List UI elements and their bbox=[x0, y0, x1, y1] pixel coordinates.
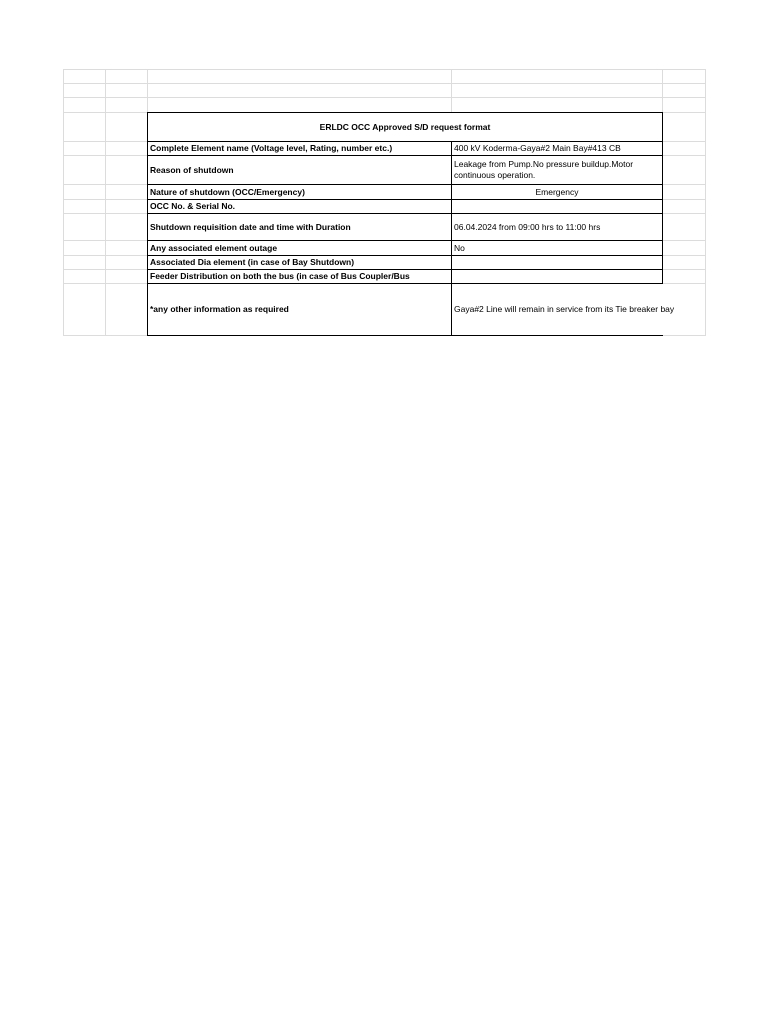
row-label: Shutdown requisition date and time with Duration bbox=[150, 221, 351, 232]
gridline bbox=[147, 69, 148, 112]
gridline bbox=[63, 184, 148, 185]
gridline bbox=[63, 97, 706, 98]
table-border bbox=[147, 335, 663, 336]
row-value: 400 kV Koderma-Gaya#2 Main Bay#413 CB bbox=[454, 143, 621, 153]
spreadsheet-region bbox=[63, 69, 706, 336]
gridline bbox=[63, 69, 64, 336]
row-value: Emergency bbox=[535, 186, 579, 197]
row-label: Reason of shutdown bbox=[150, 164, 234, 175]
gridline bbox=[663, 155, 706, 156]
row-value bbox=[452, 270, 662, 283]
gridline bbox=[63, 240, 148, 241]
row-label: *any other information as required bbox=[150, 304, 289, 314]
row-label: Complete Element name (Voltage level, Rating, number etc.) bbox=[150, 143, 393, 153]
table-border bbox=[662, 112, 663, 284]
gridline bbox=[663, 240, 706, 241]
gridline bbox=[662, 69, 663, 112]
row-value: 06.04.2024 from 09:00 hrs to 11:00 hrs bbox=[454, 221, 601, 232]
row-label: Feeder Distribution on both the bus (in case of Bus Coupler/Bus bbox=[150, 271, 410, 281]
gridline bbox=[663, 213, 706, 214]
row-label: OCC No. & Serial No. bbox=[150, 201, 236, 211]
gridline bbox=[63, 155, 148, 156]
gridline bbox=[63, 69, 706, 70]
row-label: Any associated element outage bbox=[150, 242, 278, 253]
row-label: Nature of shutdown (OCC/Emergency) bbox=[150, 186, 305, 197]
gridline bbox=[105, 69, 106, 336]
row-value: Gaya#2 Line will remain in service from its Tie breaker bay bbox=[454, 304, 675, 314]
gridline bbox=[63, 255, 148, 256]
gridline bbox=[663, 199, 706, 200]
gridline bbox=[663, 269, 706, 270]
gridline bbox=[63, 283, 148, 284]
gridline bbox=[663, 184, 706, 185]
gridline bbox=[63, 199, 148, 200]
form-title: ERLDC OCC Approved S/D request format bbox=[319, 122, 491, 132]
gridline bbox=[63, 83, 706, 84]
gridline bbox=[705, 69, 706, 336]
row-value bbox=[452, 256, 662, 269]
row-label: Associated Dia element (in case of Bay Shutdown) bbox=[150, 257, 355, 267]
gridline bbox=[63, 269, 148, 270]
row-value bbox=[452, 200, 662, 213]
gridline bbox=[663, 255, 706, 256]
row-value: Leakage from Pump.No pressure buildup.Motor continuous operation. bbox=[454, 159, 634, 180]
gridline bbox=[663, 141, 706, 142]
gridline bbox=[451, 69, 452, 112]
gridline bbox=[63, 213, 148, 214]
row-value: No bbox=[454, 242, 465, 253]
gridline bbox=[63, 141, 148, 142]
